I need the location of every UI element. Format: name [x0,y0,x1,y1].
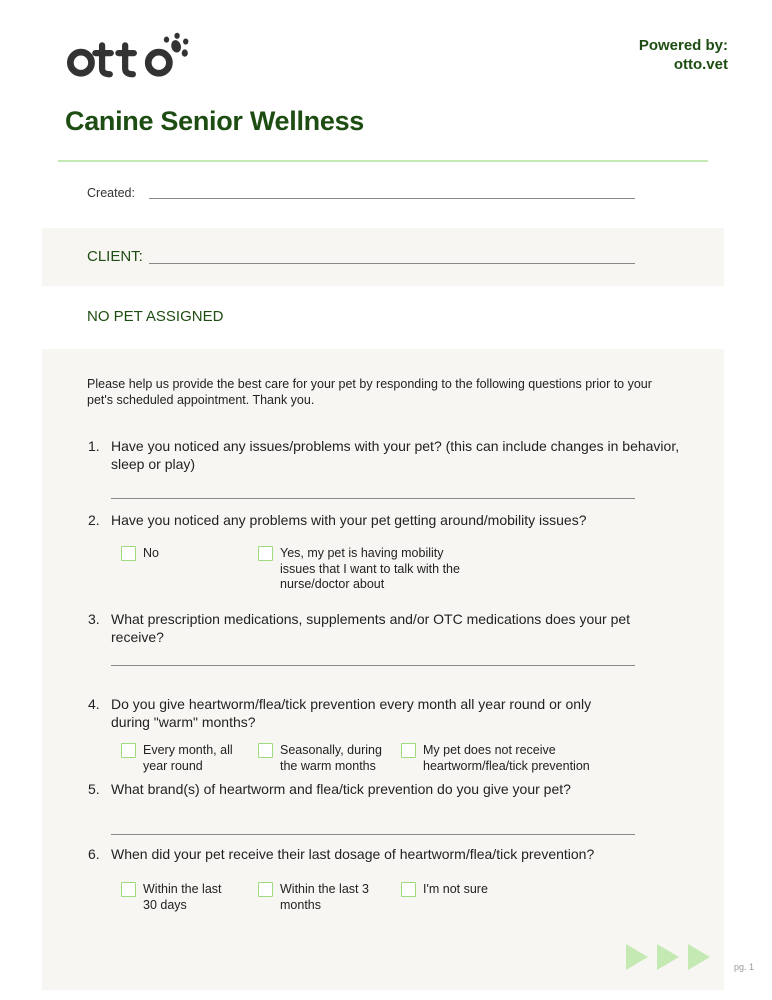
powered-by-label: Powered by: [638,37,728,54]
option-label: My pet does not receive heartworm/flea/tick prevention [423,743,590,773]
question-text: What prescription medications, supplements and/or OTC medications does your pet receive? [111,611,631,645]
question-5 [88,780,688,798]
question-text: When did your pet receive their last dosage of heartworm/flea/tick prevention? [111,846,595,862]
option-label: Within the last 3 months [280,882,369,912]
question-number: 3. [88,611,100,627]
option-last-30-days[interactable] [121,882,236,913]
option-not-sure[interactable] [401,882,521,898]
option-no[interactable] [121,546,241,562]
option-label: No [143,546,159,560]
question-2 [88,511,688,529]
question-number: 6. [88,846,100,862]
intro-text: Please help us provide the best care for your pet by responding to the following questions prior to your pet's scheduled appointment. Thank you. [87,377,652,407]
page-number: pg. 1 [734,962,755,972]
client-label: CLIENT: [87,248,143,265]
question-4 [88,695,628,731]
checkbox[interactable] [258,743,273,758]
client-field[interactable] [149,263,635,264]
checkbox[interactable] [401,882,416,897]
checkbox[interactable] [401,743,416,758]
answer-field-1[interactable] [111,498,635,499]
title-divider [58,160,708,162]
checkbox[interactable] [121,882,136,897]
option-yes-mobility[interactable] [258,546,473,593]
question-6 [88,845,688,863]
question-number: 4. [88,696,100,712]
option-label: Yes, my pet is having mobility issues that I want to talk with the nurse/doctor about [280,546,460,591]
pet-status: NO PET ASSIGNED [87,308,224,325]
page-title: Canine Senior Wellness [65,106,364,136]
checkbox[interactable] [121,743,136,758]
question-text: Have you noticed any problems with your pet getting around/mobility issues? [111,512,587,528]
client-section [42,228,724,286]
answer-field-5[interactable] [111,834,635,835]
question-text: Have you noticed any issues/problems with your pet? (this can include changes in behavior, sleep or play) [111,438,680,472]
question-1 [88,437,688,473]
option-label: I'm not sure [423,882,488,896]
checkbox[interactable] [121,546,136,561]
question-number: 2. [88,512,100,528]
powered-by [639,36,728,74]
option-label: Seasonally, during the warm months [280,743,382,773]
option-label: Within the last 30 days [143,882,222,912]
option-seasonally[interactable] [258,743,393,774]
option-label: Every month, all year round [143,743,233,773]
question-text: What brand(s) of heartworm and flea/tick prevention do you give your pet? [111,781,571,797]
question-number: 5. [88,781,100,797]
answer-field-3[interactable] [111,665,635,666]
question-3 [88,610,658,646]
powered-by-site: otto.vet [673,56,728,73]
checkbox[interactable] [258,882,273,897]
option-no-prevention[interactable] [401,743,616,774]
created-label: Created: [87,186,135,200]
option-last-3-months[interactable] [258,882,373,913]
next-arrows-icon [626,944,712,970]
question-number: 1. [88,438,100,454]
question-text: Do you give heartworm/flea/tick prevention every month all year round or only during "warm" months? [111,696,592,730]
created-field[interactable] [149,198,635,199]
otto-logo [64,30,194,80]
option-every-month[interactable] [121,743,246,774]
checkbox[interactable] [258,546,273,561]
